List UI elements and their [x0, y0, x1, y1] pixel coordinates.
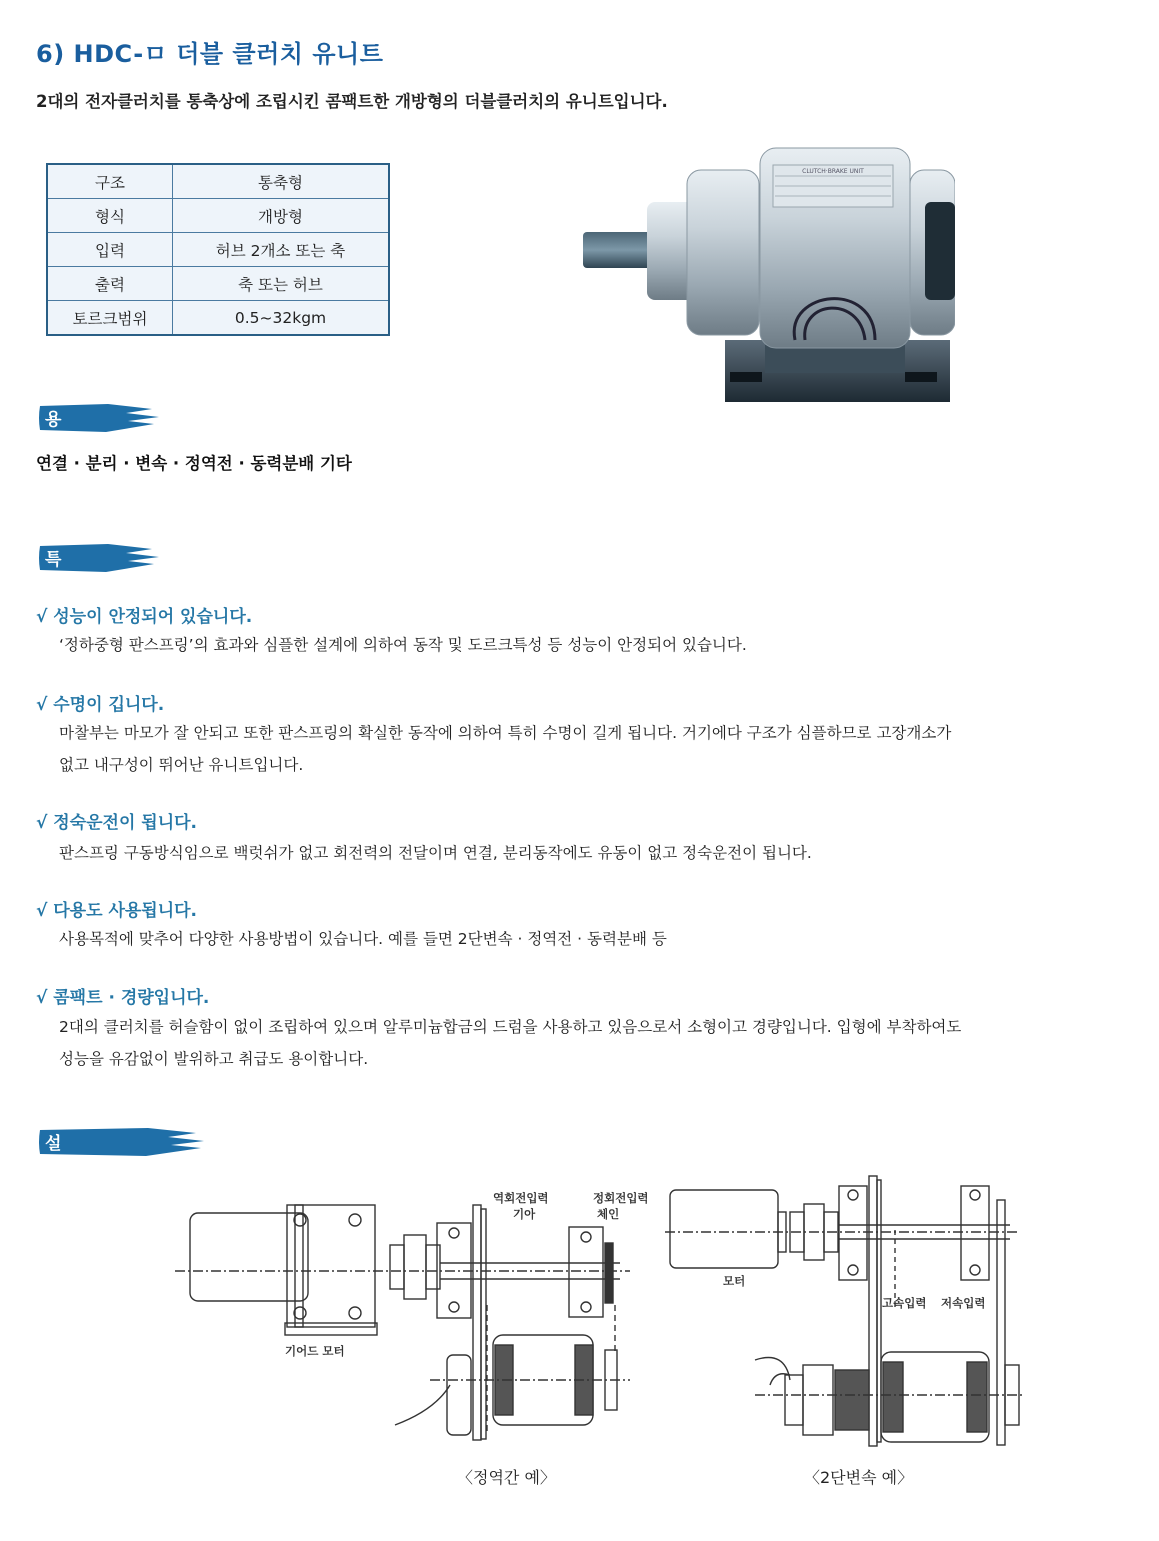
spec-value: 통축형	[173, 164, 390, 199]
feature-heading: √ 콤팩트 · 경량입니다.	[36, 988, 210, 1008]
feature-heading: √ 정숙운전이 됩니다.	[36, 813, 198, 833]
spec-value: 허브 2개소 또는 축	[173, 233, 390, 267]
diagram-label: 기아	[513, 1207, 536, 1221]
feature-heading: √ 다용도 사용됩니다.	[36, 901, 198, 921]
feature-text: 성능을 유감없이 발위하고 취급도 용이합니다.	[59, 1050, 369, 1068]
diagram-label: 체인	[597, 1207, 620, 1221]
feature-text: ‘정하중형 판스프링’의 효과와 심플한 설계에 의하여 동작 및 도르크특성 등 성능이 안정되어 있습니다.	[59, 636, 747, 654]
spec-value: 0.5~32kgm	[173, 301, 390, 336]
spec-key: 토르크범위	[47, 301, 173, 336]
diagram-caption: 〈2단변속 예〉	[804, 1468, 914, 1487]
clutch-unit-photo	[575, 140, 955, 415]
diagram-label: 고속입력	[882, 1296, 927, 1310]
table-row	[47, 164, 389, 199]
feature-text: 없고 내구성이 뛰어난 유니트입니다.	[59, 756, 304, 774]
page-title: 6) HDC-ㅁ 더블 클러치 유니트	[36, 40, 384, 68]
spec-table	[46, 163, 390, 336]
diagram-label: 역회전입력	[493, 1191, 549, 1205]
diagram-label: 기어드 모터	[285, 1344, 345, 1358]
table-row	[47, 301, 389, 336]
spec-key: 입력	[47, 233, 173, 267]
spec-key: 구조	[47, 164, 173, 199]
feature-text: 사용목적에 맞추어 다양한 사용방법이 있습니다. 예를 들면 2단변속 · 정역전 · 동력분배 등	[59, 930, 667, 948]
intro-text: 2대의 전자클러치를 통축상에 조립시킨 콤팩트한 개방형의 더블클러치의 유니트입니다.	[36, 92, 668, 111]
table-row	[47, 267, 389, 301]
diagram-label: 정회전입력	[593, 1191, 649, 1205]
feature-text: 판스프링 구동방식임으로 백럿쉬가 없고 회전력의 전달이며 연결, 분리동작에도 유동이 없고 정숙운전이 됩니다.	[59, 844, 812, 862]
spec-key: 형식	[47, 199, 173, 233]
spec-key: 출력	[47, 267, 173, 301]
name-plate-text: CLUTCH·BRAKE UNIT	[802, 168, 864, 175]
install-badge-label: 설치예	[45, 1134, 64, 1204]
features-badge-label: 특 징	[45, 550, 64, 595]
table-row	[47, 199, 389, 233]
forward-reverse-diagram	[175, 1185, 645, 1450]
usage-badge-label: 용 도	[45, 410, 64, 455]
spec-value: 개방형	[173, 199, 390, 233]
feature-text: 마찰부는 마모가 잘 안되고 또한 판스프링의 확실한 동작에 의하여 특히 수명이 길게 됩니다. 거기에다 구조가 심플하므로 고장개소가	[59, 724, 952, 742]
diagram-label: 저속입력	[941, 1296, 986, 1310]
diagram-caption: 〈정역간 예〉	[457, 1468, 556, 1487]
spec-value: 축 또는 허브	[173, 267, 390, 301]
usage-text: 연결 · 분리 · 변속 · 정역전 · 동력분배 기타	[36, 454, 352, 473]
diagram-label: 모터	[723, 1274, 746, 1288]
table-row	[47, 233, 389, 267]
feature-text: 2대의 클러치를 허슬함이 없이 조립하여 있으며 알루미늄합금의 드럼을 사용하고 있음으로서 소형이고 경량입니다. 입형에 부착하여도	[59, 1018, 962, 1036]
feature-heading: √ 성능이 안정되어 있습니다.	[36, 607, 253, 627]
feature-heading: √ 수명이 깁니다.	[36, 695, 165, 715]
